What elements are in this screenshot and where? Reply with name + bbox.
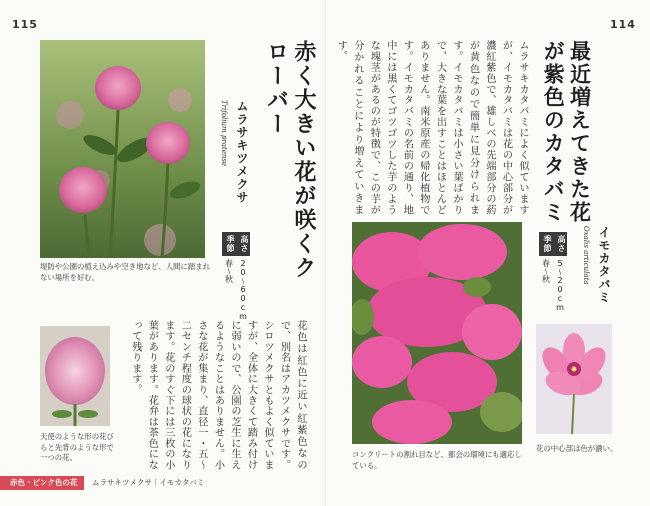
- oxalis-photo-closeup: [536, 324, 612, 434]
- spec-season: [539, 232, 553, 315]
- clover-body-text-3: シロツメクサともよく似ていますが、全体に大きくて踏み付けに弱いので、公園の芝生に生えるようなことはありません。小さな花が集まり、直径一・五〜二センチ程度の球状の花になります。花のすぐ下には三枚の小葉があります。花弁は茶色になって残ります。: [129, 320, 273, 470]
- spec-height-value: 5〜20cm: [555, 259, 565, 312]
- spec-height: [236, 232, 250, 324]
- oxalis-body-text: ムラサキカタバミによく似ていますが、イモカタバミは花の中心部分が濃紅紫色で、雄しべの先端部分の葯が黄色なので簡単に見分けられます。イモカタバミは小さい葉ばかりで、大きな葉を出すことはほとんどありません。南米原産の帰化植物です。イモカタバミの名前の通り、地中には黒くてゴツゴツした芋のような塊茎があるのが特徴で、この芋が分かれることにより増えていきます。: [335, 40, 528, 215]
- spec-season-value: 春〜秋: [224, 259, 234, 283]
- clover-photo-closeup: [40, 326, 110, 426]
- oxalis-name: イモカタバミ: [597, 226, 611, 304]
- left-page-number: 115: [12, 18, 38, 31]
- clover-specs: [222, 232, 250, 324]
- spec-height: [553, 232, 567, 315]
- oxalis-photo-main: [352, 222, 522, 444]
- spec-season-label: 季節: [539, 232, 553, 256]
- clover-body-text: [118, 320, 308, 470]
- clover-photo-main: [40, 40, 205, 258]
- spec-height-value: 20〜60cm: [238, 259, 248, 321]
- spec-season-value: 春〜秋: [541, 259, 551, 283]
- spec-season-label: 季節: [222, 232, 236, 256]
- spec-height-label: 高さ: [236, 232, 250, 256]
- footer-category-tag: 赤色・ピンク色の花: [0, 476, 84, 490]
- oxalis-specs: [539, 232, 567, 315]
- spec-season: [222, 232, 236, 324]
- clover-body-text-1: 花色は紅色に近い紅紫色なので、: [278, 320, 306, 470]
- oxalis-title: 最近増えてきた花が紫色のカタバミ: [541, 40, 593, 224]
- clover-title: 赤く大きい花が咲くクローバー: [263, 40, 317, 280]
- footer-plant-list: ムラサキツメクサ｜イモカタバミ: [92, 478, 205, 487]
- page-gutter: [324, 0, 326, 506]
- clover-name: ムラサキツメクサ: [235, 100, 249, 204]
- right-page-number: 114: [610, 18, 636, 31]
- clover-scientific-name: Trifolium pratense: [220, 100, 228, 167]
- clover-body-text-2: 別名はアカツメクサです。: [278, 341, 290, 470]
- clover-closeup-caption: 天使のような形の花びらと先背のような形で一つの花。: [40, 432, 114, 463]
- spec-height-label: 高さ: [553, 232, 567, 256]
- clover-main-caption: 堤防や公園の植え込みや空き地など、人間に踏まれない場所を好む。: [40, 262, 210, 282]
- oxalis-closeup-caption: 花の中心部は色が濃い。: [536, 444, 618, 453]
- oxalis-main-caption: コンクリートの割れ目など、都会の環境にも適応している。: [352, 450, 522, 470]
- oxalis-scientific-name: Oxalis articulata: [582, 226, 590, 285]
